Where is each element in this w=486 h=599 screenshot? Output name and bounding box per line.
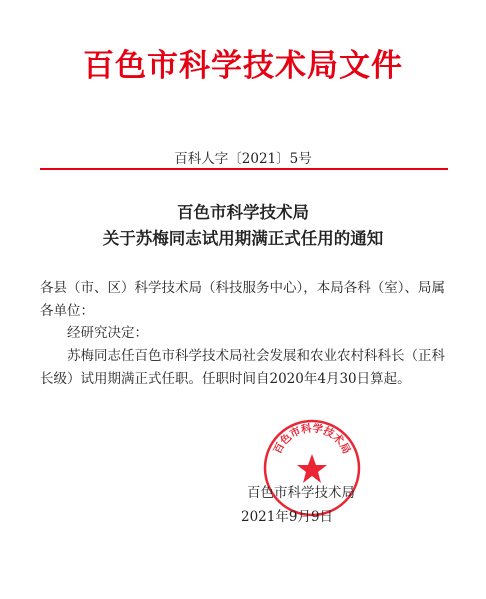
official-seal-icon <box>262 418 362 518</box>
body-paragraph: 苏梅同志任百色市科学技术局社会发展和农业农村科科长（正科长级）试用期满正式任职。任职时间自2020年4月30日算起。 <box>40 348 445 387</box>
recipients-paragraph: 各县（市、区）科学技术局（科技服务中心），本局各科（室）、局属各单位： <box>40 280 445 319</box>
decision-paragraph: 经研究决定： <box>67 325 148 341</box>
document-masthead: 百色市科学技术局文件 <box>83 48 403 84</box>
seal-text: 百色市科学技术局 <box>271 422 353 456</box>
svg-text:百色市科学技术局 <box>271 421 354 456</box>
document-title-line-1: 百色市科学技术局 <box>177 203 309 222</box>
document-title-line-2: 关于苏梅同志试用期满正式任用的通知 <box>102 229 384 248</box>
document-number: 百科人字〔2021〕5号 <box>174 151 312 167</box>
signature-date: 2021年9月9日 <box>241 509 334 525</box>
signature-organization: 百色市科学技术局 <box>247 485 355 501</box>
red-divider-line <box>40 168 448 170</box>
